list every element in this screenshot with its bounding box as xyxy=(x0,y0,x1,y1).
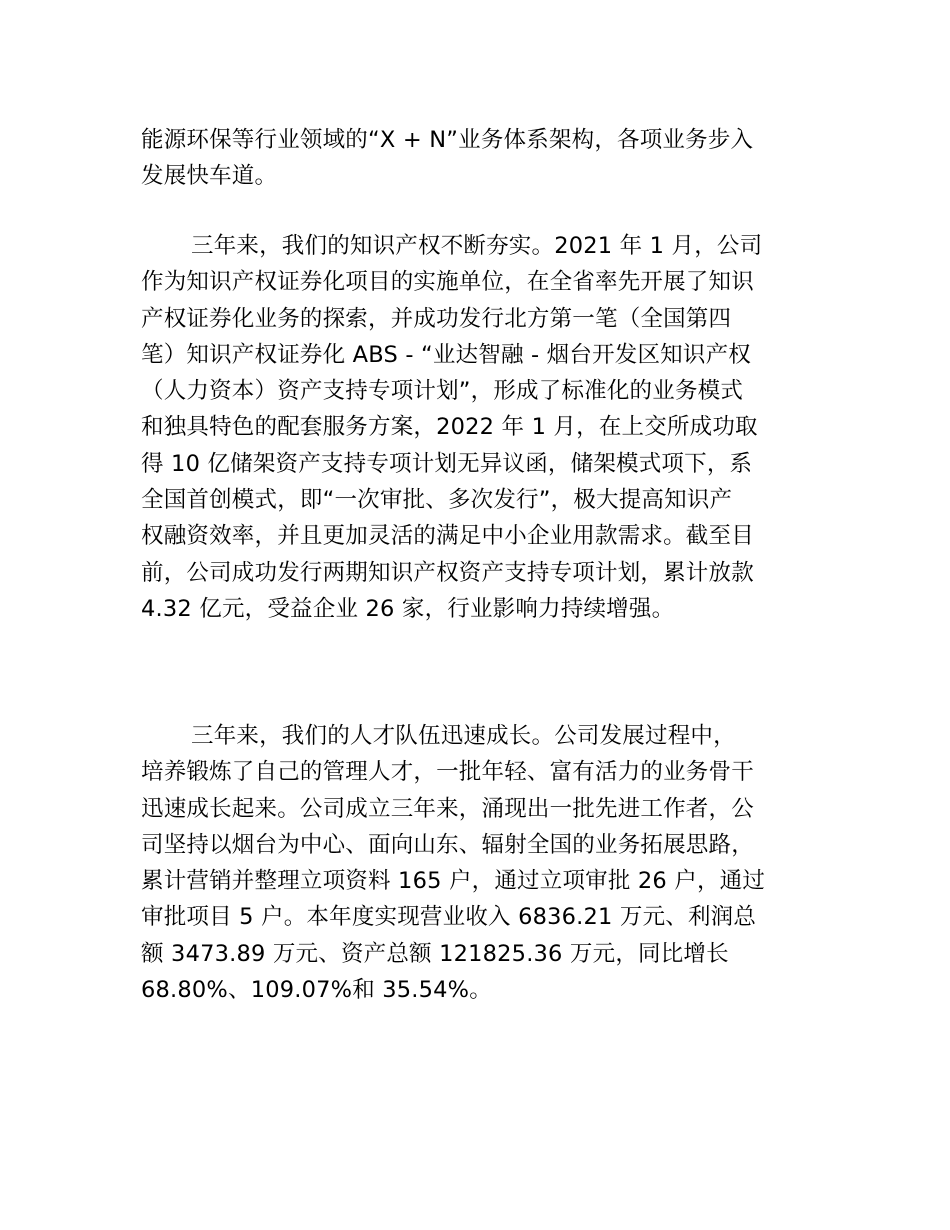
text-line: 三年来，我们的知识产权不断夯实。2021 年 1 月，公司 xyxy=(191,233,763,259)
text-line: 能源环保等行业领域的“X + N”业务体系架构，各项业务步入 xyxy=(141,127,754,153)
text-line: 审批项目 5 户。本年度实现营业收入 6836.21 万元、利润总 xyxy=(141,904,757,931)
text-line: 额 3473.89 万元、资产总额 121825.36 万元，同比增长 xyxy=(141,940,729,967)
paragraph-intellectual-property xyxy=(141,228,813,627)
text-line: 累计营销并整理立项资料 165 户，通过立项审批 26 户，通过 xyxy=(141,868,766,895)
text-line: 培养锻炼了自己的管理人才，一批年轻、富有活力的业务骨干 xyxy=(141,759,754,786)
text-line: 司坚持以烟台为中心、面向山东、辐射全国的业务拓展思路， xyxy=(141,831,754,858)
text-line: 三年来，我们的人才队伍迅速成长。公司发展过程中， xyxy=(191,723,736,749)
text-line: 和独具特色的配套服务方案，2022 年 1 月，在上交所成功取 xyxy=(141,414,758,441)
paragraph-talent-team xyxy=(141,718,813,1008)
text-line: 作为知识产权证券化项目的实施单位，在全省率先开展了知识 xyxy=(141,269,754,296)
text-line: 68.80%、109.07%和 35.54%。 xyxy=(141,977,492,1004)
text-line: （人力资本）资产支持专项计划”，形成了标准化的业务模式 xyxy=(141,378,744,405)
text-line: 发展快车道。 xyxy=(141,163,278,190)
text-line: 迅速成长起来。公司成立三年来，涌现出一批先进工作者，公 xyxy=(141,795,754,822)
text-line: 得 10 亿储架资产支持专项计划无异议函，储架模式项下，系 xyxy=(141,450,753,477)
text-line: 全国首创模式，即“一次审批、多次发行”，极大提高知识产 xyxy=(141,487,733,514)
text-line: 产权证券化业务的探索，并成功发行北方第一笔（全国第四 xyxy=(141,305,732,332)
paragraph-continuation xyxy=(141,122,813,195)
text-line: 笔）知识产权证券化 ABS - “业达智融 - 烟台开发区知识产权 xyxy=(141,341,751,368)
text-line: 前，公司成功发行两期知识产权资产支持专项计划，累计放款 xyxy=(141,559,754,586)
text-line: 4.32 亿元，受益企业 26 家，行业影响力持续增强。 xyxy=(141,595,675,622)
text-line: 权融资效率，并且更加灵活的满足中小企业用款需求。截至目 xyxy=(141,523,754,550)
